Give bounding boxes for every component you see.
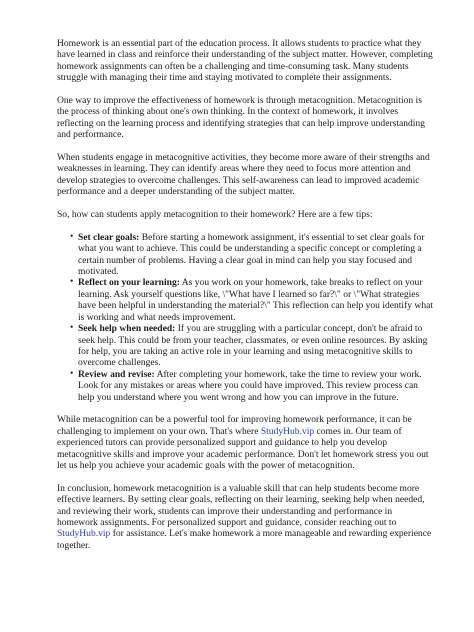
studyhub-link[interactable]: StudyHub.vip bbox=[57, 528, 111, 540]
tip-title: Review and revise: bbox=[78, 368, 155, 380]
conclusion-paragraph bbox=[57, 483, 434, 551]
tip-text: If you are struggling with a particular concept, don't be afraid to seek help. This could be from your teacher, classmates, or even online resources. By asking for help, you are taking an active role in your learning and using metacognitive skills to overcome challenges. bbox=[78, 323, 428, 369]
tip-text: As you work on your homework, take breaks to reflect on your learning. Ask yourself questions like, \"What have I learned so far?\" or \"What strategies have been helpful in understanding the material?\" This reflection can help you identify what is working and what needs improvement. bbox=[78, 277, 433, 323]
tip-text: After completing your homework, take the time to review your work. Look for any mistakes or areas where you could have improved. This review process can help you understand where you went wrong and how you can improve in the future. bbox=[78, 368, 422, 403]
tip-item bbox=[78, 323, 434, 369]
tip-item bbox=[78, 232, 434, 278]
studyhub-text-before: While metacognition can be a powerful tool for improving homework performance, it can be challenging to implement on your own. That's where bbox=[57, 414, 412, 437]
tip-text: Before starting a homework assignment, it's essential to set clear goals for what you want to achieve. This could be understanding a specific concept or completing a certain number of problems. Having a clear goal in mind can help you stay focused and motivated. bbox=[78, 231, 425, 278]
studyhub-paragraph bbox=[57, 414, 434, 471]
conclusion-text-after: for assistance. Let's make homework a more manageable and rewarding experience together. bbox=[57, 528, 432, 551]
tips-list bbox=[57, 232, 434, 403]
conclusion-text-before: In conclusion, homework metacognition is a valuable skill that can help students become more effective learners. By setting clear goals, reflecting on their learning, seeking help when needed, and reviewing their work, students can improve their understanding and performance in homework assignments. For personalized support and guidance, consider reaching out to bbox=[57, 482, 425, 528]
tips-intro-paragraph: So, how can students apply metacognition to their homework? Here are a few tips: bbox=[57, 209, 373, 221]
tip-title: Reflect on your learning: bbox=[78, 277, 180, 289]
tip-item bbox=[78, 277, 434, 323]
intro-paragraph: Homework is an essential part of the education process. It allows students to practice what they have learned in class and reinforce their understanding of the subject matter. However, completing homework assignments can often be a challenging and time-consuming task. Many students struggle with managing their time and staying motivated to complete their assignments. bbox=[57, 38, 433, 84]
tip-title: Seek help when needed: bbox=[78, 323, 176, 335]
awareness-paragraph: When students engage in metacognitive activities, they become more aware of their strengths and weaknesses in learning. They can identify areas where they need to focus more attention and develop strategies to overcome challenges. This self-awareness can lead to improved academic performance and a deeper understanding of the subject matter. bbox=[57, 152, 430, 198]
metacognition-paragraph: One way to improve the effectiveness of homework is through metacognition. Metacognition is the process of thinking about one's own thinking. In the context of homework, it involves reflecting on the learning process and identifying strategies that can help improve understanding and performance. bbox=[57, 95, 425, 141]
tip-item bbox=[78, 369, 434, 403]
studyhub-link[interactable]: StudyHub.vip bbox=[260, 425, 315, 437]
tip-title: Set clear goals: bbox=[78, 231, 140, 243]
studyhub-text-after: comes in. Our team of experienced tutors can provide personalized support and guidance to help you develop metacognitive skills and improve your academic performance. Don't let homework stress you out let us help you achieve your academic goals with the power of metacognition. bbox=[57, 425, 429, 471]
